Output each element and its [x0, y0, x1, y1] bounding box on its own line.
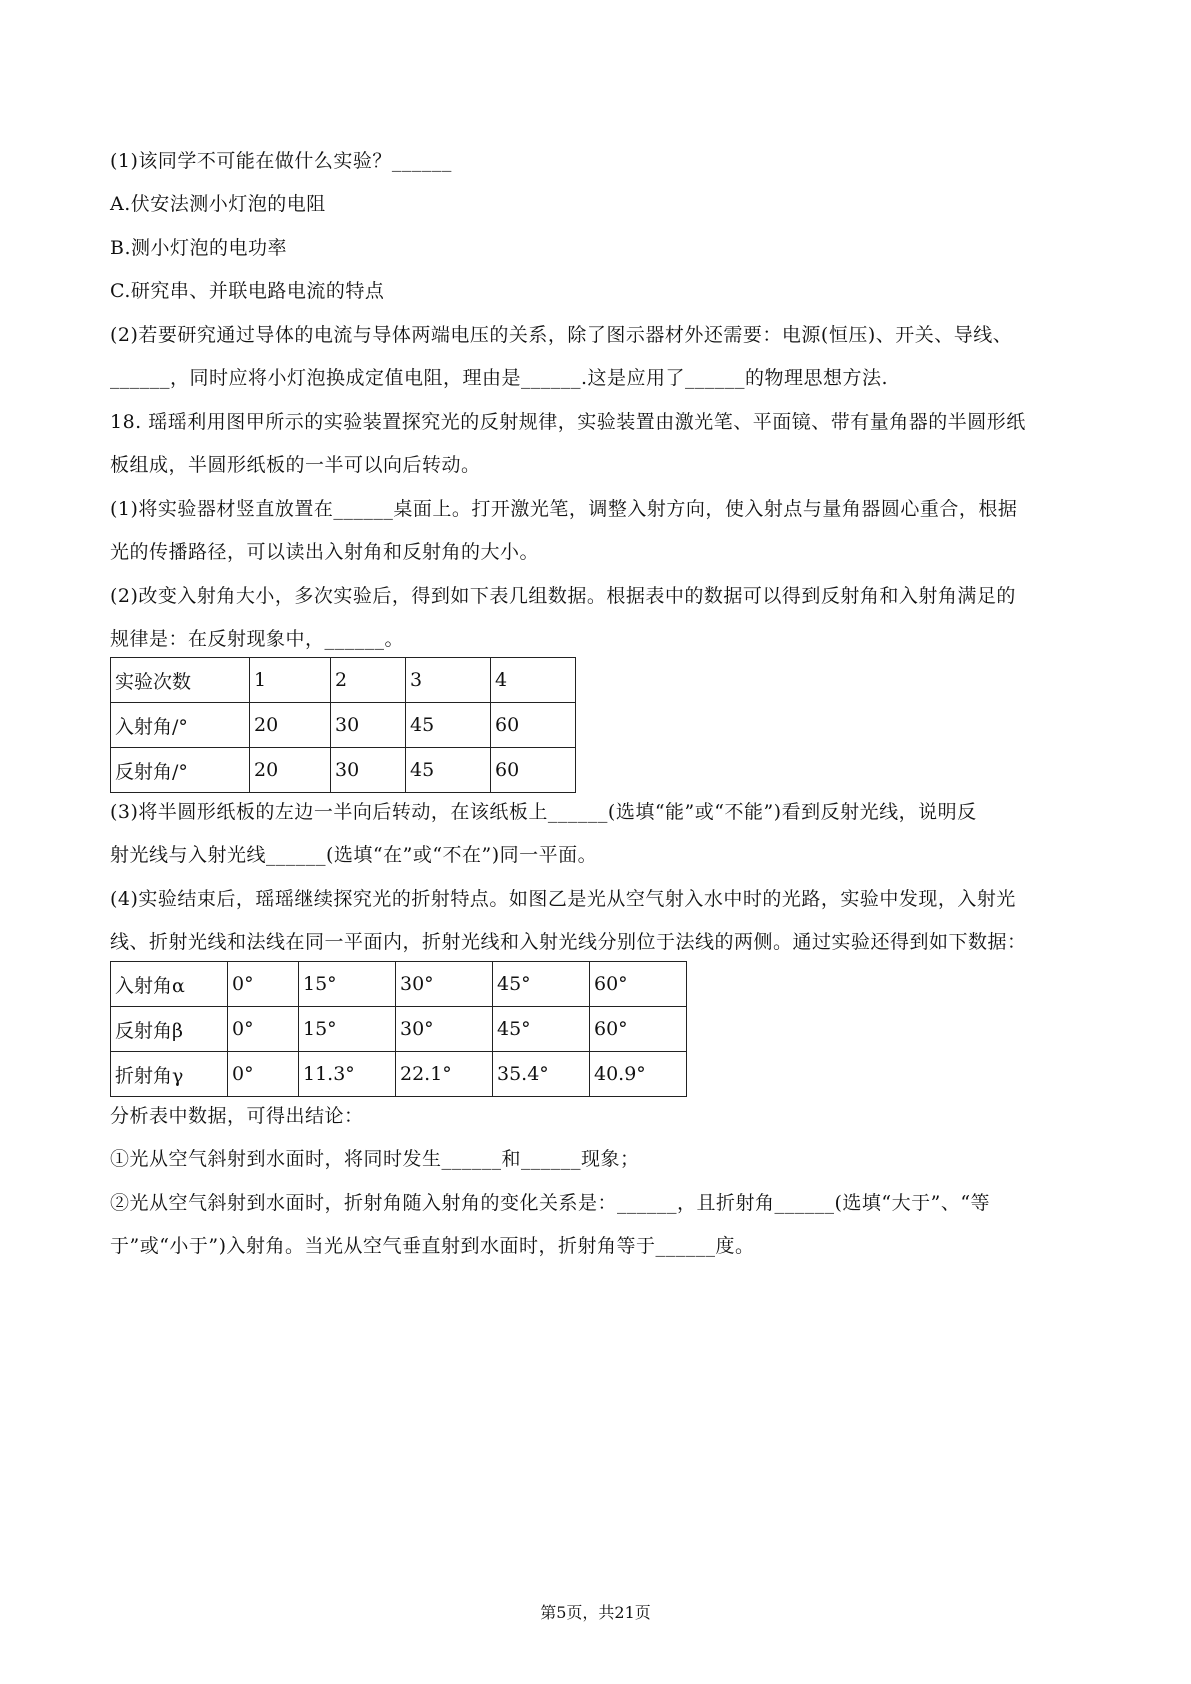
q18-conclusion-2-line1: ②光从空气斜射到水面时，折射角随入射角的变化关系是：______，且折射角______(选填“大于”、“等 — [110, 1192, 991, 1214]
table-cell: 60° — [590, 962, 687, 1007]
table-cell: 60 — [491, 748, 576, 793]
table-cell: 30° — [396, 962, 493, 1007]
table-cell: 30 — [331, 703, 406, 748]
table-cell: 0° — [228, 1052, 299, 1097]
q18-intro-line2: 板组成，半圆形纸板的一半可以向后转动。 — [110, 454, 481, 476]
q18-part2-line1: (2)改变入射角大小，多次实验后，得到如下表几组数据。根据表中的数据可以得到反射角和入射角满足的 — [110, 585, 1016, 607]
refraction-data-table — [110, 961, 687, 1097]
q18-conclusion-2-line2: 于”或“小于”)入射角。当光从空气垂直射到水面时，折射角等于______度。 — [110, 1235, 755, 1257]
page-number-footer: 第5页，共21页 — [540, 1603, 651, 1622]
table-cell: 20 — [250, 748, 331, 793]
table-cell: 实验次数 — [111, 658, 250, 703]
q18-part1-line2: 光的传播路径，可以读出入射角和反射角的大小。 — [110, 541, 540, 563]
table-cell: 1 — [250, 658, 331, 703]
table-cell: 入射角/° — [111, 703, 250, 748]
table-cell: 60 — [491, 703, 576, 748]
q18-part4-line1: (4)实验结束后，瑶瑶继续探究光的折射特点。如图乙是光从空气射入水中时的光路，实验中发现，入射光 — [110, 888, 1016, 910]
q17-option-a: A.伏安法测小灯泡的电阻 — [110, 193, 326, 215]
table-cell: 45° — [493, 1007, 590, 1052]
table-cell: 0° — [228, 1007, 299, 1052]
table-cell: 入射角α — [111, 962, 228, 1007]
table-cell: 45 — [406, 703, 491, 748]
table-cell: 0° — [228, 962, 299, 1007]
table-cell: 45° — [493, 962, 590, 1007]
table-cell: 反射角/° — [111, 748, 250, 793]
table-row — [111, 658, 576, 703]
table-row — [111, 962, 687, 1007]
table-cell: 反射角β — [111, 1007, 228, 1052]
q17-option-b: B.测小灯泡的电功率 — [110, 237, 288, 259]
table-row — [111, 748, 576, 793]
table-cell: 2 — [331, 658, 406, 703]
table-cell: 22.1° — [396, 1052, 493, 1097]
table-cell: 30° — [396, 1007, 493, 1052]
table-row — [111, 1052, 687, 1097]
q18-part1-line1: (1)将实验器材竖直放置在______桌面上。打开激光笔，调整入射方向，使入射点与量角器圆心重合，根据 — [110, 498, 1018, 520]
table-cell: 40.9° — [590, 1052, 687, 1097]
q18-part3-line2: 射光线与入射光线______(选填“在”或“不在”)同一平面。 — [110, 844, 598, 866]
q17-part1-question: (1)该同学不可能在做什么实验？______ — [110, 150, 452, 172]
table-cell: 15° — [299, 1007, 396, 1052]
table-row — [111, 703, 576, 748]
reflection-data-table — [110, 657, 576, 793]
q18-analysis: 分析表中数据，可得出结论： — [110, 1105, 364, 1127]
q18-conclusion-1: ①光从空气斜射到水面时，将同时发生______和______现象； — [110, 1148, 640, 1170]
q17-part2-line2: ______，同时应将小灯泡换成定值电阻，理由是______.这是应用了______的物理思想方法. — [110, 367, 889, 389]
q18-part2-line2: 规律是：在反射现象中，______。 — [110, 628, 405, 650]
table-cell: 35.4° — [493, 1052, 590, 1097]
q18-part3-line1: (3)将半圆形纸板的左边一半向后转动，在该纸板上______(选填“能”或“不能”)看到反射光线，说明反 — [110, 801, 977, 823]
table-cell: 4 — [491, 658, 576, 703]
table-row — [111, 1007, 687, 1052]
table-cell: 60° — [590, 1007, 687, 1052]
table-cell: 15° — [299, 962, 396, 1007]
table-cell: 折射角γ — [111, 1052, 228, 1097]
table-cell: 30 — [331, 748, 406, 793]
q18-part4-line2: 线、折射光线和法线在同一平面内，折射光线和入射光线分别位于法线的两侧。通过实验还得到如下数据： — [110, 931, 1027, 953]
q18-intro-line1: 18. 瑶瑶利用图甲所示的实验装置探究光的反射规律，实验装置由激光笔、平面镜、带有量角器的半圆形纸 — [110, 411, 1026, 433]
table-cell: 3 — [406, 658, 491, 703]
q17-part2-line1: (2)若要研究通过导体的电流与导体两端电压的关系，除了图示器材外还需要：电源(恒压)、开关、导线、 — [110, 324, 1013, 346]
q17-option-c: C.研究串、并联电路电流的特点 — [110, 280, 385, 302]
table-cell: 45 — [406, 748, 491, 793]
table-cell: 20 — [250, 703, 331, 748]
table-cell: 11.3° — [299, 1052, 396, 1097]
